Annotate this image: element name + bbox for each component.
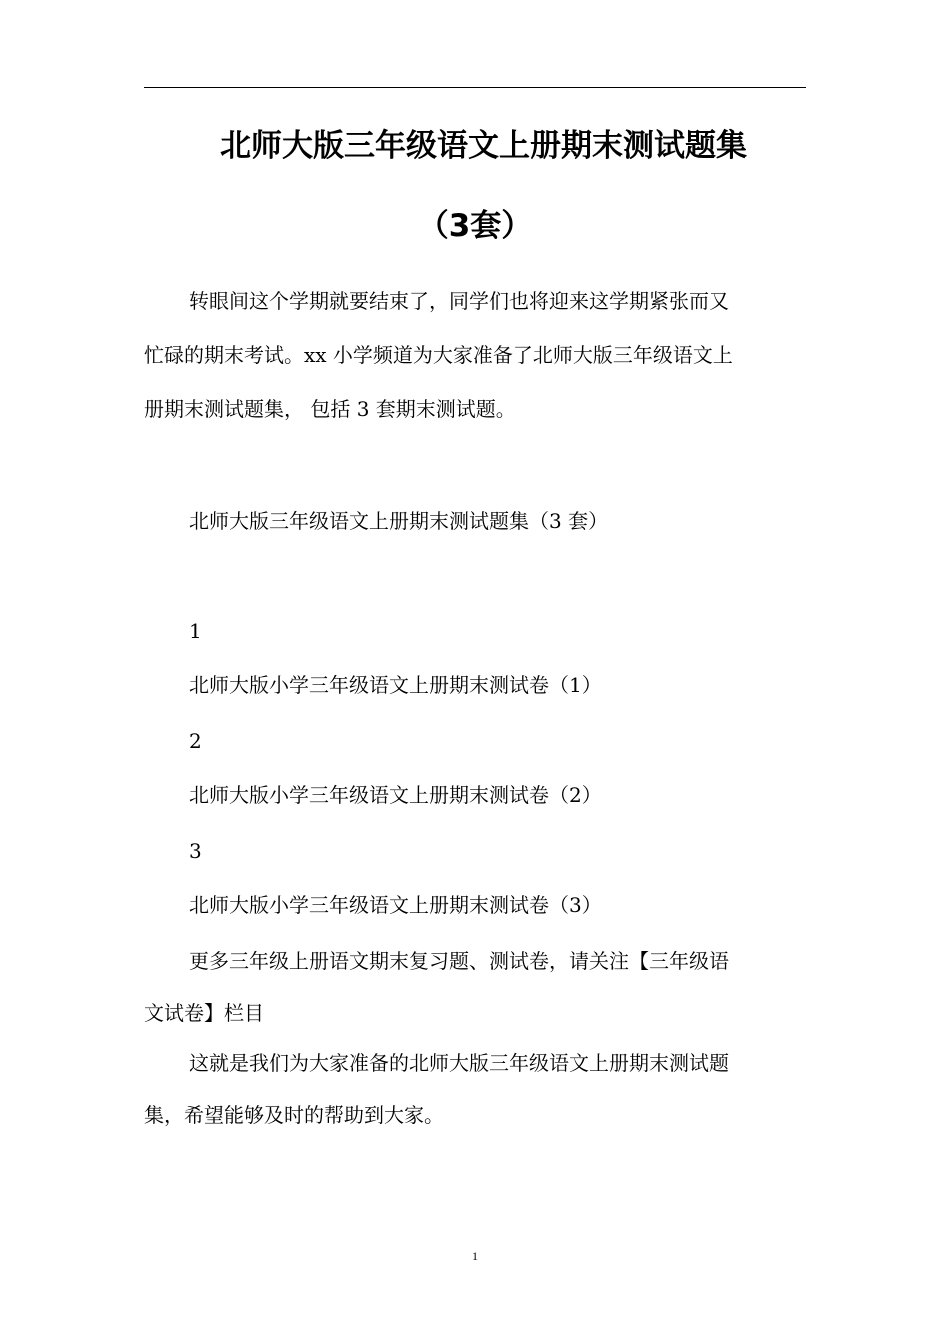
- closing-paragraph-line: 集，希望能够及时的帮助到大家。: [144, 1103, 444, 1127]
- section-subtitle: 北师大版三年级语文上册期末测试题集（3 套）: [189, 509, 609, 533]
- header-rule: [144, 87, 806, 88]
- closing-paragraph-line: 这就是我们为大家准备的北师大版三年级语文上册期末测试题: [189, 1051, 729, 1075]
- list-item-link[interactable]: 北师大版小学三年级语文上册期末测试卷（3）: [189, 893, 602, 917]
- more-paragraph-line: 更多三年级上册语文期末复习题、测试卷，请关注【三年级语: [189, 949, 729, 973]
- list-item-link[interactable]: 北师大版小学三年级语文上册期末测试卷（1）: [189, 673, 602, 697]
- list-item-number: 1: [189, 619, 202, 643]
- list-item-number: 2: [189, 729, 202, 753]
- document-title: 北师大版三年级语文上册期末测试题集: [220, 128, 747, 164]
- list-item-link[interactable]: 北师大版小学三年级语文上册期末测试卷（2）: [189, 783, 602, 807]
- more-paragraph-line: 文试卷】栏目: [144, 1001, 264, 1025]
- intro-paragraph-line: 忙碌的期末考试。xx 小学频道为大家准备了北师大版三年级语文上: [144, 343, 733, 367]
- intro-paragraph-line: 转眼间这个学期就要结束了，同学们也将迎来这学期紧张而又: [189, 289, 729, 313]
- document-title-suffix: （3套）: [417, 208, 533, 244]
- intro-paragraph-line: 册期末测试题集， 包括 3 套期末测试题。: [144, 397, 516, 421]
- page-number: 1: [472, 1249, 478, 1263]
- list-item-number: 3: [189, 839, 202, 863]
